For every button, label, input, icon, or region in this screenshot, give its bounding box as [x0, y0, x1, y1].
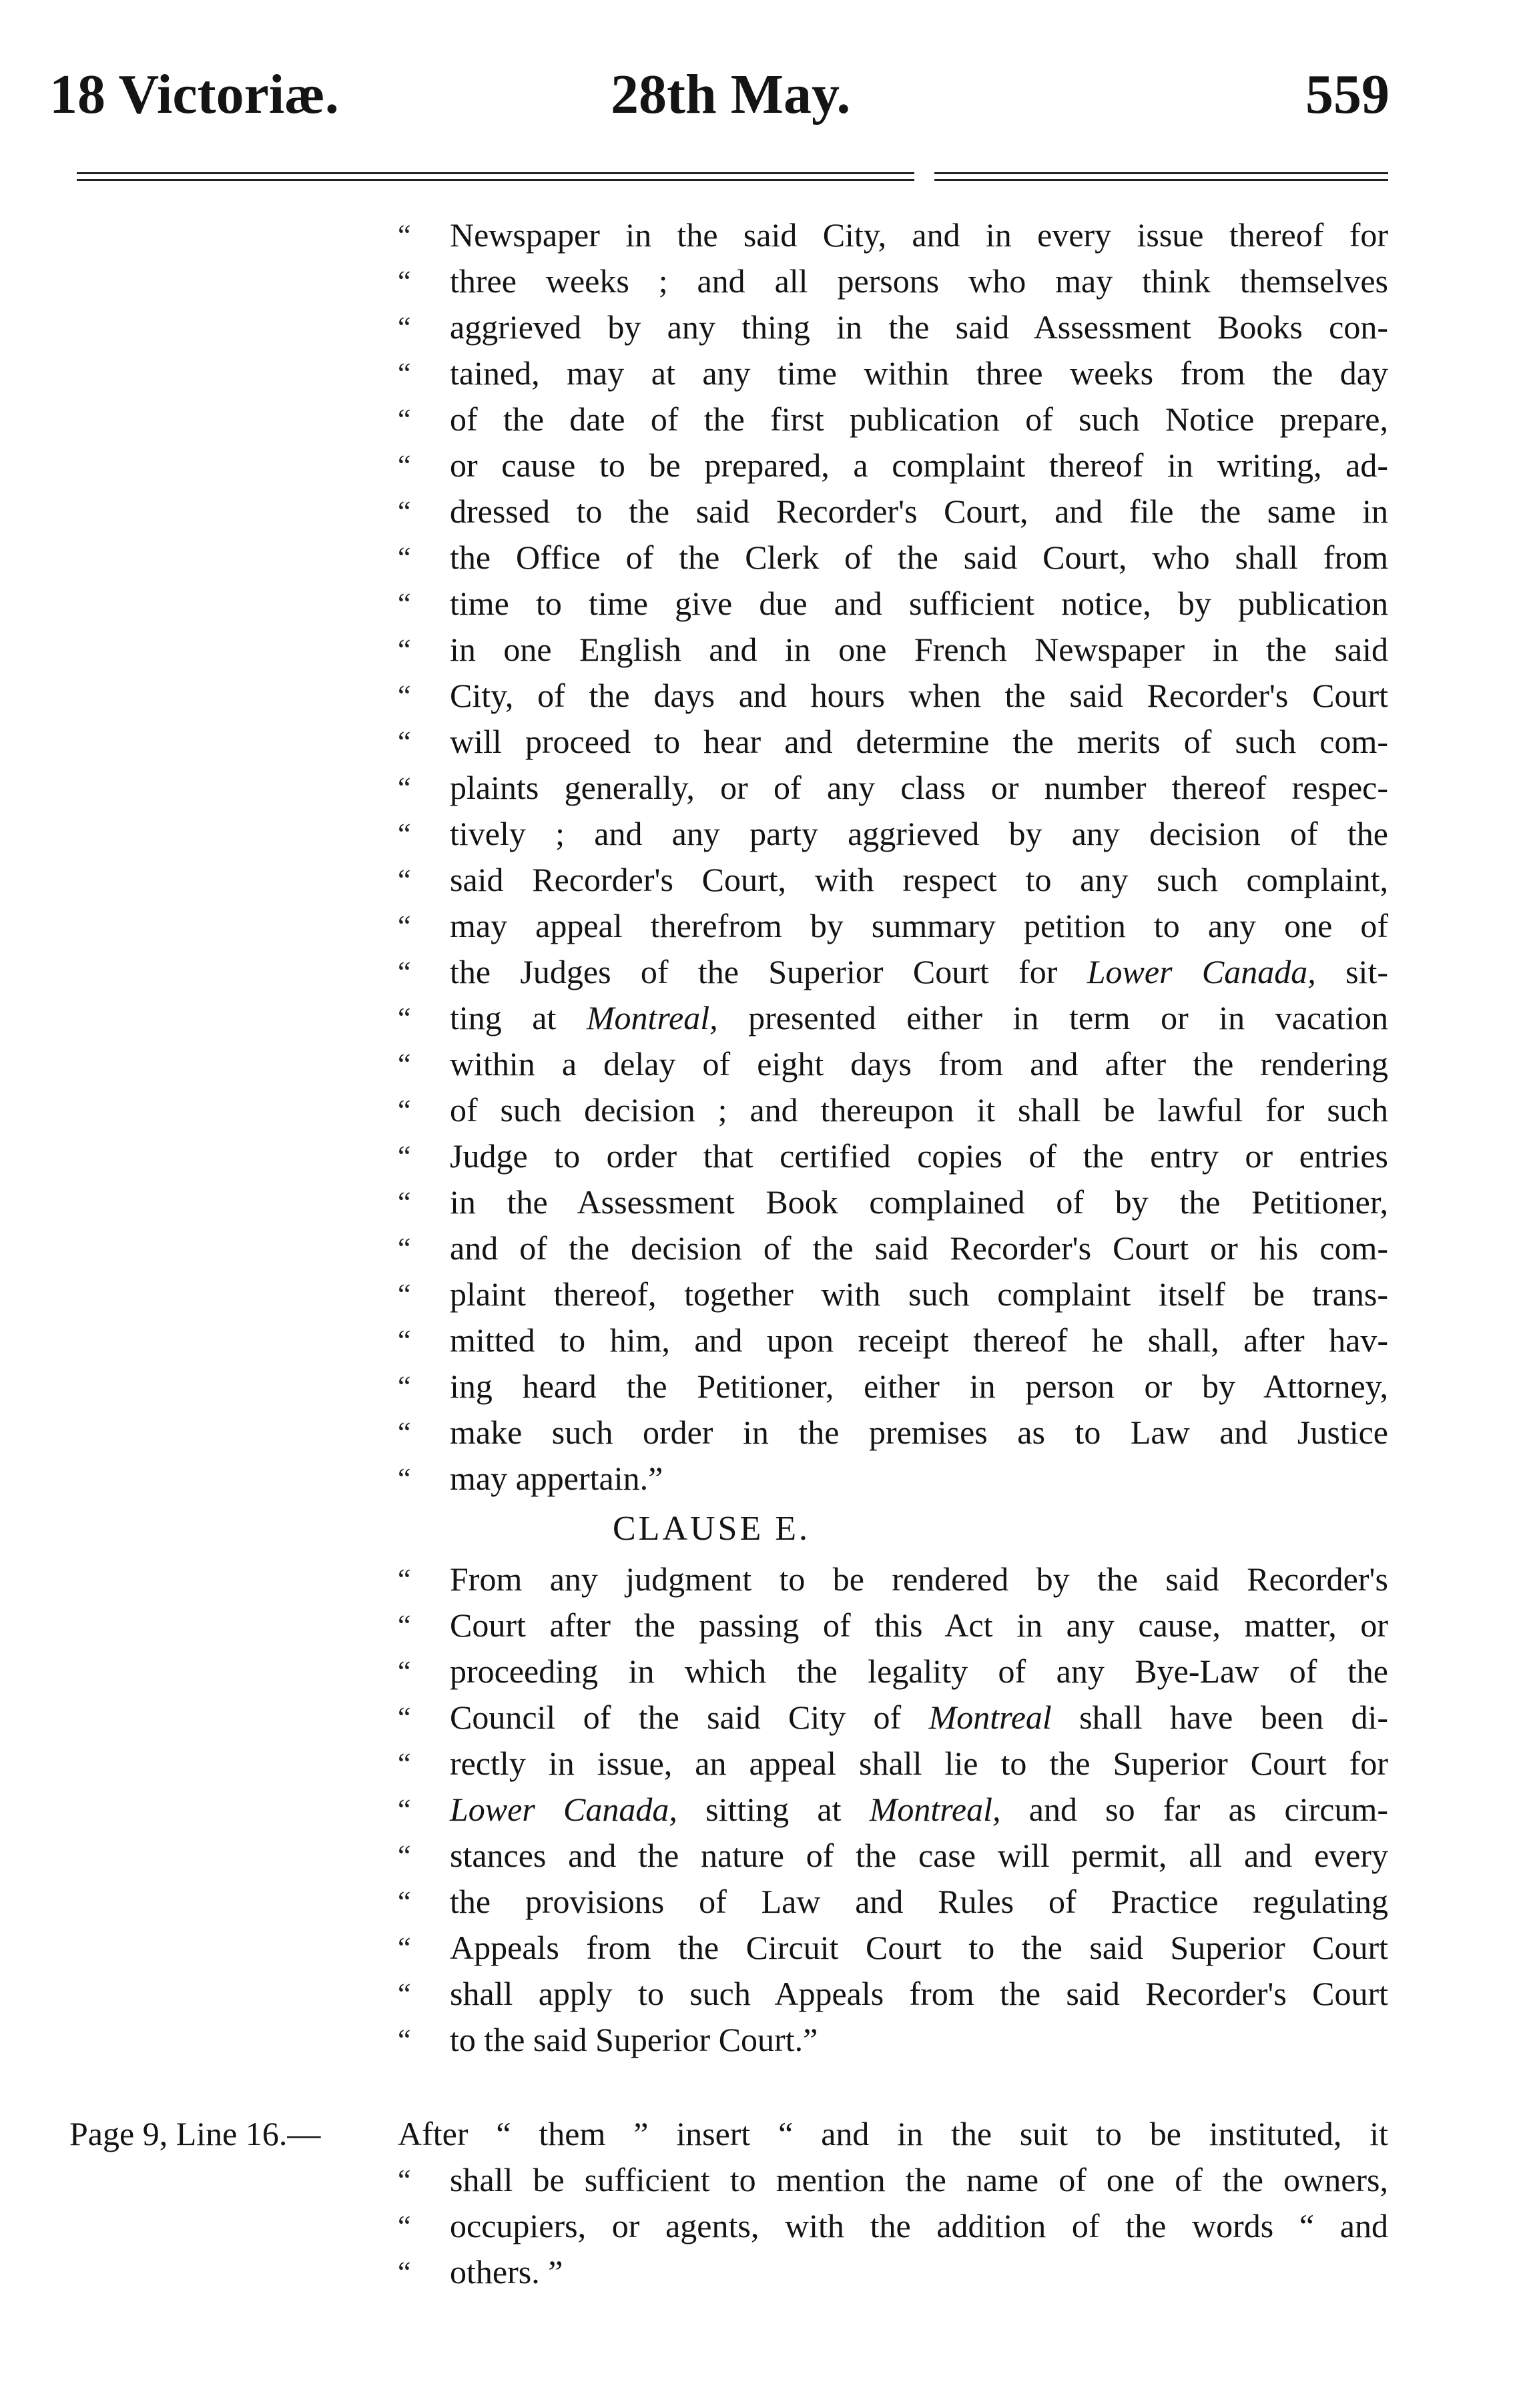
quote-mark: “: [398, 1048, 411, 1081]
text-line: of such decision ; and thereupon it shall be lawful for such: [450, 1091, 1388, 1129]
clause-heading: CLAUSE E.: [613, 1510, 810, 1548]
text-run: and so far as circum-: [1000, 1791, 1388, 1828]
quote-mark: “: [398, 1655, 411, 1688]
text-line: three weeks ; and all persons who may think themselves: [450, 262, 1388, 300]
text-line: plaints generally, or of any class or number thereof respec-: [450, 769, 1388, 806]
quote-mark: “: [398, 1324, 411, 1357]
text-line: tained, may at any time within three weeks from the day: [450, 354, 1388, 392]
quote-mark: “: [398, 265, 411, 298]
quote-mark: “: [398, 679, 411, 712]
text-line: said Recorder's Court, with respect to any such complaint,: [450, 861, 1388, 898]
quote-mark: “: [398, 357, 411, 390]
text-line: in one English and in one French Newspaper in the said: [450, 631, 1388, 668]
quote-mark: “: [398, 1232, 411, 1265]
running-head-date: 28th May.: [611, 63, 851, 125]
quote-mark: “: [398, 1701, 411, 1734]
quote-mark: “: [398, 1885, 411, 1918]
amendment-reference: Page 9, Line 16.—: [69, 2115, 321, 2152]
place-name: Montreal: [928, 1699, 1052, 1736]
quote-mark: “: [398, 1370, 411, 1403]
text-line: Judge to order that certified copies of the entry or entries: [450, 1137, 1388, 1175]
quote-mark: “: [398, 2210, 411, 2242]
text-line: time to time give due and sufficient notice, by publication: [450, 585, 1388, 622]
quote-mark: “: [398, 1839, 411, 1872]
text-line: From any judgment to be rendered by the said Recorder's: [450, 1560, 1388, 1598]
text-line: Newspaper in the said City, and in every issue thereof for: [450, 216, 1388, 254]
text-line: occupiers, or agents, with the addition of the words “ and: [450, 2207, 1388, 2244]
quote-mark: “: [398, 587, 411, 620]
text-line: mitted to him, and upon receipt thereof he shall, after hav-: [450, 1321, 1388, 1359]
page-number: 559: [1305, 63, 1390, 125]
quote-mark: “: [398, 1978, 411, 2010]
text-line: make such order in the premises as to Law and Justice: [450, 1414, 1388, 1451]
quote-mark: “: [398, 633, 411, 666]
text-line: Appeals from the Circuit Court to the said Superior Court: [450, 1929, 1388, 1966]
text-line: ing heard the Petitioner, either in person or by Attorney,: [450, 1368, 1388, 1405]
quote-mark: “: [398, 725, 411, 758]
amendment-note: [0, 2111, 1388, 2295]
header-rule: [77, 179, 914, 181]
text-line: proceeding in which the legality of any Bye-Law of the: [450, 1652, 1388, 1690]
text-line: will proceed to hear and determine the merits of such com-: [450, 723, 1388, 760]
text-run: shall have been di-: [1051, 1699, 1388, 1736]
text-line: [450, 1695, 1388, 1741]
header-rule: [934, 179, 1388, 181]
quote-mark: “: [398, 2256, 411, 2289]
text-line: [450, 995, 1388, 1041]
text-line: and of the decision of the said Recorder's Court or his com-: [450, 1229, 1388, 1267]
text-line: within a delay of eight days from and after the rendering: [450, 1045, 1388, 1083]
quote-mark: “: [398, 1931, 411, 1964]
text-line: [450, 1787, 1388, 1833]
place-name: Lower Canada,: [1087, 953, 1316, 990]
text-line: rectly in issue, an appeal shall lie to the Superior Court for: [450, 1745, 1388, 1782]
quote-mark: “: [398, 1094, 411, 1127]
running-head-regnal-year: 18 Victoriæ.: [49, 63, 339, 125]
quote-mark: “: [398, 1563, 411, 1596]
text-line: Court after the passing of this Act in any cause, matter, or: [450, 1606, 1388, 1644]
place-name: Montreal,: [869, 1791, 1001, 1828]
quote-mark: “: [398, 403, 411, 436]
text-run: Council of the said City of: [450, 1699, 929, 1736]
quote-mark: “: [398, 864, 411, 896]
header-rule: [934, 172, 1388, 174]
quote-mark: “: [398, 1416, 411, 1449]
text-line: others. ”: [450, 2253, 563, 2291]
quote-mark: “: [398, 1609, 411, 1642]
place-name: Montreal,: [586, 999, 718, 1036]
text-line: may appertain.”: [450, 1460, 663, 1497]
text-line: of the date of the first publication of such Notice prepare,: [450, 400, 1388, 438]
text-line: stances and the nature of the case will permit, all and every: [450, 1837, 1388, 1874]
quote-mark: “: [398, 910, 411, 942]
quoted-paragraph: [398, 212, 1388, 1502]
quote-mark: “: [398, 219, 411, 252]
quote-mark: “: [398, 1002, 411, 1034]
text-line: shall apply to such Appeals from the said Recorder's Court: [450, 1975, 1388, 2012]
quote-mark: “: [398, 541, 411, 574]
header-rule: [77, 172, 914, 174]
quote-mark: “: [398, 495, 411, 528]
quote-mark: “: [398, 2164, 411, 2196]
quote-mark: “: [398, 1186, 411, 1219]
text-line: shall be sufficient to mention the name of one of the owners,: [450, 2161, 1388, 2198]
quote-mark: “: [398, 1747, 411, 1780]
text-line: to the said Superior Court.”: [450, 2021, 818, 2058]
quote-mark: “: [398, 311, 411, 344]
text-line: aggrieved by any thing in the said Assessment Books con-: [450, 308, 1388, 346]
text-run: sitting at: [677, 1791, 870, 1828]
clause-e-paragraph: [398, 1556, 1388, 2063]
text-line: the Office of the Clerk of the said Court, who shall from: [450, 539, 1388, 576]
quote-mark: “: [398, 449, 411, 482]
quote-mark: “: [398, 2024, 411, 2056]
text-run: ting at: [450, 999, 587, 1036]
text-line: After “ them ” insert “ and in the suit to be instituted, it: [398, 2115, 1388, 2152]
text-line: dressed to the said Recorder's Court, and file the same in: [450, 493, 1388, 530]
quote-mark: “: [398, 1140, 411, 1173]
text-line: [450, 949, 1388, 995]
text-run: sit-: [1315, 953, 1388, 990]
quote-mark: “: [398, 1793, 411, 1826]
quote-mark: “: [398, 772, 411, 804]
place-name: Lower Canada,: [450, 1791, 677, 1828]
text-line: or cause to be prepared, a complaint thereof in writing, ad-: [450, 446, 1388, 484]
quote-mark: “: [398, 1278, 411, 1311]
body-text: [398, 212, 1388, 2063]
text-run: the Judges of the Superior Court for: [450, 953, 1087, 990]
quote-mark: “: [398, 1462, 411, 1495]
text-line: the provisions of Law and Rules of Practice regulating: [450, 1883, 1388, 1920]
text-line: City, of the days and hours when the said Recorder's Court: [450, 677, 1388, 714]
text-line: plaint thereof, together with such complaint itself be trans-: [450, 1275, 1388, 1313]
text-run: presented either in term or in vacation: [717, 999, 1388, 1036]
text-line: may appeal therefrom by summary petition to any one of: [450, 907, 1388, 944]
text-line: in the Assessment Book complained of by the Petitioner,: [450, 1183, 1388, 1221]
quote-mark: “: [398, 818, 411, 850]
quote-mark: “: [398, 956, 411, 988]
text-line: tively ; and any party aggrieved by any decision of the: [450, 815, 1388, 852]
